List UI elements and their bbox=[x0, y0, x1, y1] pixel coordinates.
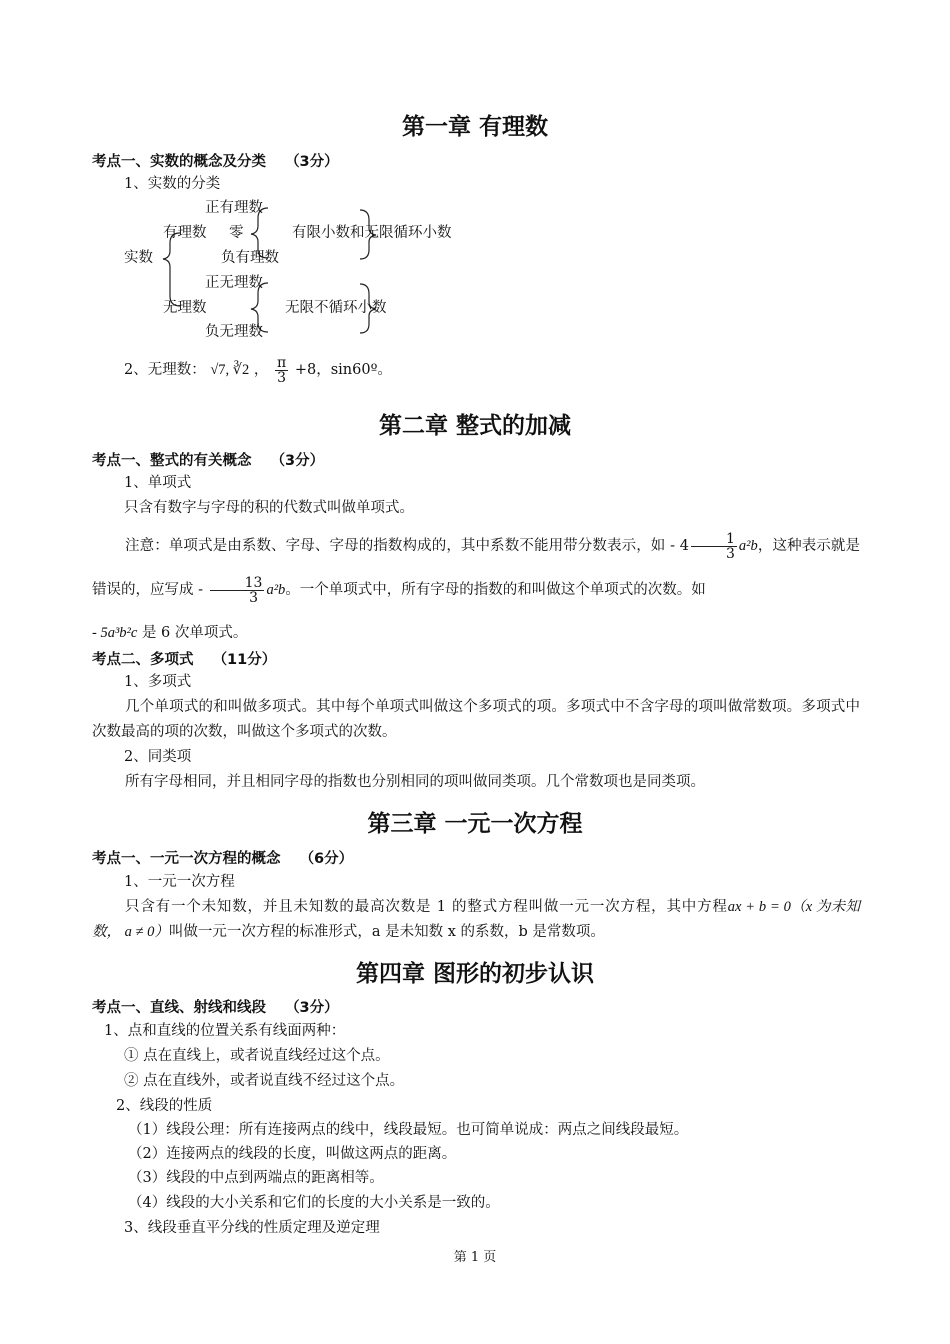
ch4-item3: 3、线段垂直平分线的性质定理及逆定理 bbox=[124, 1220, 380, 1236]
ch4-kd1-label: 考点一、直线、射线和线段 bbox=[92, 1000, 266, 1016]
expr-5a3b2c: - 5a³b²c bbox=[92, 625, 138, 641]
pi-over-3-fraction bbox=[275, 356, 288, 385]
ch1-item2-sep: ， bbox=[253, 362, 269, 378]
ch4-item2b: （2）连接两点的线段的长度，叫做这两点的距离。 bbox=[128, 1146, 457, 1162]
mixed-den: 3 bbox=[691, 546, 737, 561]
ch1-item2-roots: √7, ∛2 bbox=[210, 362, 250, 378]
expr-a2b-2: a²b bbox=[266, 582, 286, 598]
ch1-item2 bbox=[124, 352, 392, 388]
chapter1-title: 第一章 有理数 bbox=[401, 114, 548, 140]
tree-infinite-nonrep: 无限不循环小数 bbox=[285, 300, 387, 316]
tree-rational: 有理数 bbox=[163, 225, 207, 241]
ch4-item1a: ① 点在直线上，或者说直线经过这个点。 bbox=[124, 1048, 390, 1064]
ch3-kd1-heading bbox=[92, 847, 353, 868]
thirteen-thirds-fraction bbox=[210, 576, 265, 605]
ch2-p2c: 。一个单项式中，所有字母的指数的和叫做这个单项式的次数。如 bbox=[285, 582, 706, 598]
tree-root: 实数 bbox=[124, 250, 153, 266]
ch1-item2-suffix: +8，sin60º。 bbox=[294, 362, 392, 378]
tree-pos-irrational: 正无理数 bbox=[205, 275, 263, 291]
pi-numerator: π bbox=[277, 354, 287, 371]
frac-num: 13 bbox=[244, 574, 263, 591]
chapter3-title: 第三章 一元一次方程 bbox=[367, 811, 583, 837]
standard-form-expr: ax + b = 0（x 为未知数， a ≠ 0） bbox=[92, 899, 860, 940]
ch1-kd1-label: 考点一、实数的概念及分类 bbox=[92, 154, 266, 170]
ch2-kd1-heading bbox=[92, 449, 324, 470]
ch3-kd1-score: （6分） bbox=[299, 851, 354, 867]
ch2-kd2-label: 考点二、多项式 bbox=[92, 652, 194, 668]
tree-zero: 零 bbox=[229, 225, 244, 241]
ch2-item2: 1、多项式 bbox=[124, 674, 192, 690]
ch2-p2d: 是 6 次单项式。 bbox=[141, 625, 248, 641]
ch2-p4: 所有字母相同，并且相同字母的指数也分别相同的项叫做同类项。几个常数项也是同类项。 bbox=[125, 774, 705, 790]
ch4-item1b: ② 点在直线外，或者说直线不经过这个点。 bbox=[124, 1073, 405, 1089]
expr-a2b-1: a²b bbox=[738, 538, 758, 554]
ch2-kd1-score: （3分） bbox=[270, 453, 325, 469]
ch2-p3: 几个单项式的和叫做多项式。其中每个单项式叫做这个多项式的项。多项式中不含字母的项叫做常数项。多项式中次数最高的项的次数，叫做这个多项式的次数。 bbox=[92, 699, 860, 740]
ch1-item2-prefix: 2、无理数： bbox=[124, 362, 206, 378]
mixed-number-fraction bbox=[691, 532, 737, 561]
ch3-item1: 1、一元一次方程 bbox=[124, 874, 235, 890]
ch2-p2a: 注意：单项式是由系数、字母、字母的指数构成的，其中系数不能用带分数表示，如 - 4 bbox=[125, 538, 689, 554]
ch4-kd1-heading bbox=[92, 996, 339, 1017]
chapter2-title: 第二章 整式的加减 bbox=[378, 413, 571, 439]
tree-neg-irrational: 负无理数 bbox=[205, 324, 263, 340]
ch2-p2-end bbox=[92, 621, 247, 646]
ch4-kd1-score: （3分） bbox=[285, 1000, 339, 1016]
ch2-p2b: ，这种表示就是错误的，应写成 - bbox=[92, 538, 861, 598]
tree-irrational: 无理数 bbox=[163, 300, 207, 316]
frac-den: 3 bbox=[210, 590, 265, 605]
tree-neg-rational: 负有理数 bbox=[221, 250, 279, 266]
mixed-num: 1 bbox=[725, 530, 735, 547]
chapter4-title: 第四章 图形的初步认识 bbox=[355, 961, 594, 987]
page-footer: 第 1 页 bbox=[453, 1250, 497, 1265]
tree-pos-rational: 正有理数 bbox=[205, 200, 263, 216]
ch2-kd2-score: （11分） bbox=[212, 652, 277, 668]
ch4-item2: 2、线段的性质 bbox=[116, 1098, 213, 1114]
ch1-kd1-score: （3分） bbox=[285, 154, 339, 170]
ch2-kd1-label: 考点一、整式的有关概念 bbox=[92, 453, 252, 469]
ch2-item1: 1、单项式 bbox=[124, 475, 192, 491]
ch3-p1a: 只含有一个未知数，并且未知数的最高次数是 1 的整式方程叫做一元一次方程，其中方程 bbox=[125, 899, 728, 915]
ch4-item1: 1、点和直线的位置关系有线面两种： bbox=[104, 1023, 346, 1039]
ch4-item2a: （1）线段公理：所有连接两点的线中，线段最短。也可简单说成：两点之间线段最短。 bbox=[128, 1122, 689, 1138]
ch4-item2d: （4）线段的大小关系和它们的长度的大小关系是一致的。 bbox=[128, 1195, 500, 1211]
ch2-p1: 只含有数字与字母的积的代数式叫做单项式。 bbox=[124, 500, 414, 516]
pi-denominator: 3 bbox=[275, 370, 288, 385]
ch1-item1: 1、实数的分类 bbox=[124, 176, 221, 192]
ch3-kd1-label: 考点一、一元一次方程的概念 bbox=[92, 851, 281, 867]
ch2-item3: 2、同类项 bbox=[124, 749, 192, 765]
ch2-p2 bbox=[92, 524, 860, 612]
ch2-kd2-heading bbox=[92, 648, 276, 669]
tree-finite-rep: 有限小数和无限循环小数 bbox=[292, 225, 452, 241]
ch4-item2c: （3）线段的中点到两端点的距离相等。 bbox=[128, 1170, 384, 1186]
ch3-p1b: 叫做一元一次方程的标准形式，a 是未知数 x 的系数，b 是常数项。 bbox=[168, 924, 605, 940]
ch3-p1 bbox=[92, 895, 860, 945]
